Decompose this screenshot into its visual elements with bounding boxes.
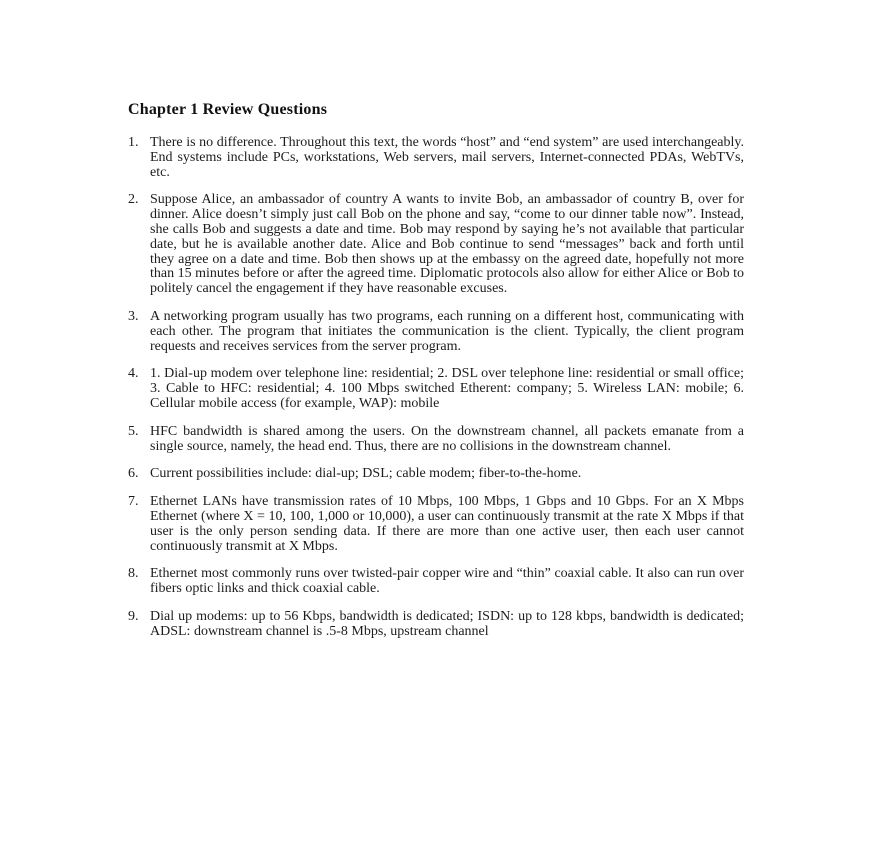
item-number: 5.	[128, 423, 139, 439]
review-answer-list	[128, 136, 744, 640]
item-number: 2.	[128, 192, 139, 208]
item-number: 4.	[128, 366, 139, 382]
item-text: Ethernet most commonly runs over twisted-pair copper wire and “thin” coaxial cable. It also can run over fibers optic links and thick coaxial cable.	[150, 566, 744, 597]
item-text: There is no difference. Throughout this text, the words “host” and “end system” are used interchangeably. End systems include PCs, workstations, Web servers, mail servers, Internet-connected PDAs, WebTVs, etc.	[150, 135, 744, 180]
review-item-8	[128, 567, 744, 597]
document-page	[128, 101, 744, 653]
review-item-5	[128, 425, 744, 455]
review-item-3	[128, 310, 744, 354]
review-item-1	[128, 136, 744, 180]
review-item-2	[128, 193, 744, 297]
item-number: 1.	[128, 135, 139, 150]
item-number: 7.	[128, 494, 139, 510]
item-text: Current possibilities include: dial-up; DSL; cable modem; fiber-to-the-home.	[150, 466, 582, 482]
review-item-4	[128, 367, 744, 411]
review-item-7	[128, 495, 744, 554]
item-number: 3.	[128, 308, 139, 324]
review-item-6	[128, 467, 744, 482]
item-number: 8.	[128, 566, 139, 582]
review-item-9	[128, 610, 744, 640]
item-text: A networking program usually has two programs, each running on a different host, communicating with each other. The program that initiates the communication is the client. Typically, the client program requests and receives services from the server program.	[150, 308, 744, 354]
page-title: Chapter 1 Review Questions	[128, 101, 328, 118]
item-number: 6.	[128, 466, 139, 482]
item-text: 1. Dial-up modem over telephone line: residential; 2. DSL over telephone line: residential or small office; 3. Cable to HFC: residential; 4. 100 Mbps switched Etherent: company; 5. Wireless LAN: mobile; 6. Cellular mobile access (for example, WAP): mobile	[150, 366, 744, 411]
item-text: Dial up modems: up to 56 Kbps, bandwidth is dedicated; ISDN: up to 128 kbps, bandwidth is dedicated; ADSL: downstream channel is .5-8 Mbps, upstream channel	[150, 608, 744, 639]
item-text: Ethernet LANs have transmission rates of 10 Mbps, 100 Mbps, 1 Gbps and 10 Gbps. For an X Mbps Ethernet (where X = 10, 100, 1,000 or 10,000), a user can continuously transmit at the rate X Mbps if that user is the only person sending data. If there are more than one active user, then each user cannot continuously transmit at X Mbps.	[150, 494, 744, 554]
item-number: 9.	[128, 608, 139, 624]
item-text: Suppose Alice, an ambassador of country A wants to invite Bob, an ambassador of country B, over for dinner. Alice doesn’t simply just call Bob on the phone and say, “come to our dinner table now”. Instead, she calls Bob and suggests a date and time. Bob may respond by saying he’s not available that particular date, but he is available another date. Alice and Bob continue to send “messages” back and forth until they agree on a date and time. Bob then shows up at the embassy on the agreed date, hopefully not more than 15 minutes before or after the agreed time. Diplomatic protocols also allow for either Alice or Bob to politely cancel the engagement if they have reasonable excuses.	[150, 192, 744, 297]
item-text: HFC bandwidth is shared among the users. On the downstream channel, all packets emanate from a single source, namely, the head end. Thus, there are no collisions in the downstream channel.	[150, 423, 744, 454]
